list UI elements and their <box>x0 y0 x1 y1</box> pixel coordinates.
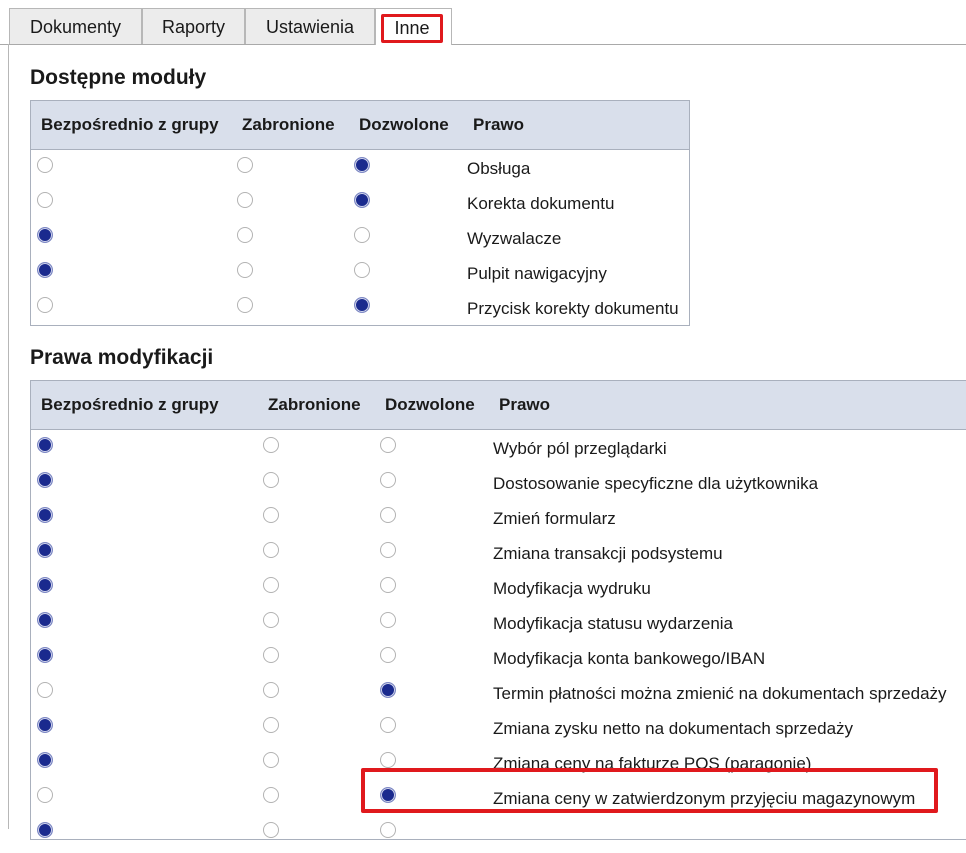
radio-forbidden[interactable] <box>237 297 253 313</box>
modifications-table <box>30 380 966 840</box>
right-label: Modyfikacja konta bankowego/IBAN <box>493 649 766 668</box>
radio-forbidden[interactable] <box>263 787 279 803</box>
column-header-right: Prawo <box>473 115 525 134</box>
table-row <box>31 153 689 188</box>
table-row <box>31 503 966 538</box>
radio-allowed[interactable] <box>380 542 396 558</box>
radio-group[interactable] <box>37 822 53 838</box>
right-label: Termin płatności można zmienić na dokumentach sprzedaży <box>493 684 947 703</box>
column-header-group: Bezpośrednio z grupy <box>41 115 219 134</box>
modules-table <box>30 100 690 326</box>
right-label: Przycisk korekty dokumentu <box>467 299 679 318</box>
radio-group[interactable] <box>37 787 53 803</box>
right-label: Korekta dokumentu <box>467 194 615 213</box>
tab-bar <box>0 0 966 45</box>
table-row <box>31 293 689 328</box>
radio-forbidden[interactable] <box>263 577 279 593</box>
table-row <box>31 468 966 503</box>
radio-allowed[interactable] <box>380 507 396 523</box>
radio-allowed[interactable] <box>354 157 370 173</box>
radio-group[interactable] <box>37 682 53 698</box>
radio-allowed[interactable] <box>354 262 370 278</box>
radio-allowed[interactable] <box>380 647 396 663</box>
radio-allowed[interactable] <box>354 227 370 243</box>
radio-forbidden[interactable] <box>237 262 253 278</box>
right-label: Wyzwalacze <box>467 229 562 248</box>
modules-table-header <box>31 101 689 150</box>
radio-group[interactable] <box>37 542 53 558</box>
table-row <box>31 433 966 468</box>
radio-group[interactable] <box>37 472 53 488</box>
radio-group[interactable] <box>37 647 53 663</box>
radio-group[interactable] <box>37 577 53 593</box>
right-label: Zmiana ceny w zatwierdzonym przyjęciu magazynowym <box>493 789 916 808</box>
right-label: Zmień formularz <box>493 509 616 528</box>
column-header-forbidden: Zabronione <box>242 115 335 134</box>
modifications-table-header <box>31 381 966 430</box>
radio-group[interactable] <box>37 157 53 173</box>
radio-allowed[interactable] <box>380 822 396 838</box>
modules-section-title: Dostępne moduły <box>30 66 207 89</box>
right-label: Zmiana transakcji podsystemu <box>493 544 723 563</box>
radio-group[interactable] <box>37 297 53 313</box>
radio-allowed[interactable] <box>380 612 396 628</box>
radio-group[interactable] <box>37 717 53 733</box>
tab-dokumenty[interactable]: Dokumenty <box>9 8 142 44</box>
right-label: Modyfikacja statusu wydarzenia <box>493 614 734 633</box>
table-row <box>31 783 966 818</box>
radio-forbidden[interactable] <box>237 192 253 208</box>
right-label: Zmiana ceny na fakturze POS (paragonie) <box>493 754 812 773</box>
tab-raporty[interactable]: Raporty <box>142 8 245 44</box>
radio-group[interactable] <box>37 507 53 523</box>
radio-allowed[interactable] <box>380 682 396 698</box>
radio-allowed[interactable] <box>354 297 370 313</box>
radio-allowed[interactable] <box>380 577 396 593</box>
column-header-group: Bezpośrednio z grupy <box>41 395 219 414</box>
table-row <box>31 678 966 713</box>
radio-forbidden[interactable] <box>263 437 279 453</box>
radio-forbidden[interactable] <box>263 752 279 768</box>
radio-forbidden[interactable] <box>263 647 279 663</box>
right-label: Zmiana zysku netto na dokumentach sprzedaży <box>493 719 854 738</box>
radio-group[interactable] <box>37 227 53 243</box>
radio-group[interactable] <box>37 262 53 278</box>
radio-forbidden[interactable] <box>263 612 279 628</box>
radio-allowed[interactable] <box>354 192 370 208</box>
radio-forbidden[interactable] <box>237 227 253 243</box>
tab-ustawienia[interactable]: Ustawienia <box>245 8 375 44</box>
radio-allowed[interactable] <box>380 437 396 453</box>
radio-allowed[interactable] <box>380 717 396 733</box>
radio-group[interactable] <box>37 752 53 768</box>
radio-group[interactable] <box>37 612 53 628</box>
table-row <box>31 818 966 853</box>
right-label: Modyfikacja wydruku <box>493 579 651 598</box>
right-label: Obsługa <box>467 159 531 178</box>
radio-allowed[interactable] <box>380 472 396 488</box>
modifications-section-title: Prawa modyfikacji <box>30 346 214 369</box>
radio-allowed[interactable] <box>380 752 396 768</box>
right-label: Pulpit nawigacyjny <box>467 264 607 283</box>
radio-forbidden[interactable] <box>263 717 279 733</box>
radio-allowed[interactable] <box>380 787 396 803</box>
table-row <box>31 223 689 258</box>
tab-inne-label[interactable]: Inne <box>381 14 443 43</box>
radio-group[interactable] <box>37 437 53 453</box>
table-row <box>31 258 689 293</box>
column-header-forbidden: Zabronione <box>268 395 361 414</box>
column-header-right: Prawo <box>499 395 551 414</box>
table-row <box>31 643 966 678</box>
table-row <box>31 748 966 783</box>
column-header-allowed: Dozwolone <box>359 115 449 134</box>
table-row <box>31 573 966 608</box>
column-header-allowed: Dozwolone <box>385 395 475 414</box>
radio-forbidden[interactable] <box>237 157 253 173</box>
radio-forbidden[interactable] <box>263 682 279 698</box>
table-row <box>31 608 966 643</box>
radio-forbidden[interactable] <box>263 472 279 488</box>
right-label: Dostosowanie specyficzne dla użytkownika <box>493 474 819 493</box>
table-row <box>31 188 689 223</box>
radio-forbidden[interactable] <box>263 822 279 838</box>
table-row <box>31 538 966 573</box>
radio-forbidden[interactable] <box>263 542 279 558</box>
radio-forbidden[interactable] <box>263 507 279 523</box>
radio-group[interactable] <box>37 192 53 208</box>
right-label: Wybór pól przeglądarki <box>493 439 667 458</box>
table-row <box>31 713 966 748</box>
